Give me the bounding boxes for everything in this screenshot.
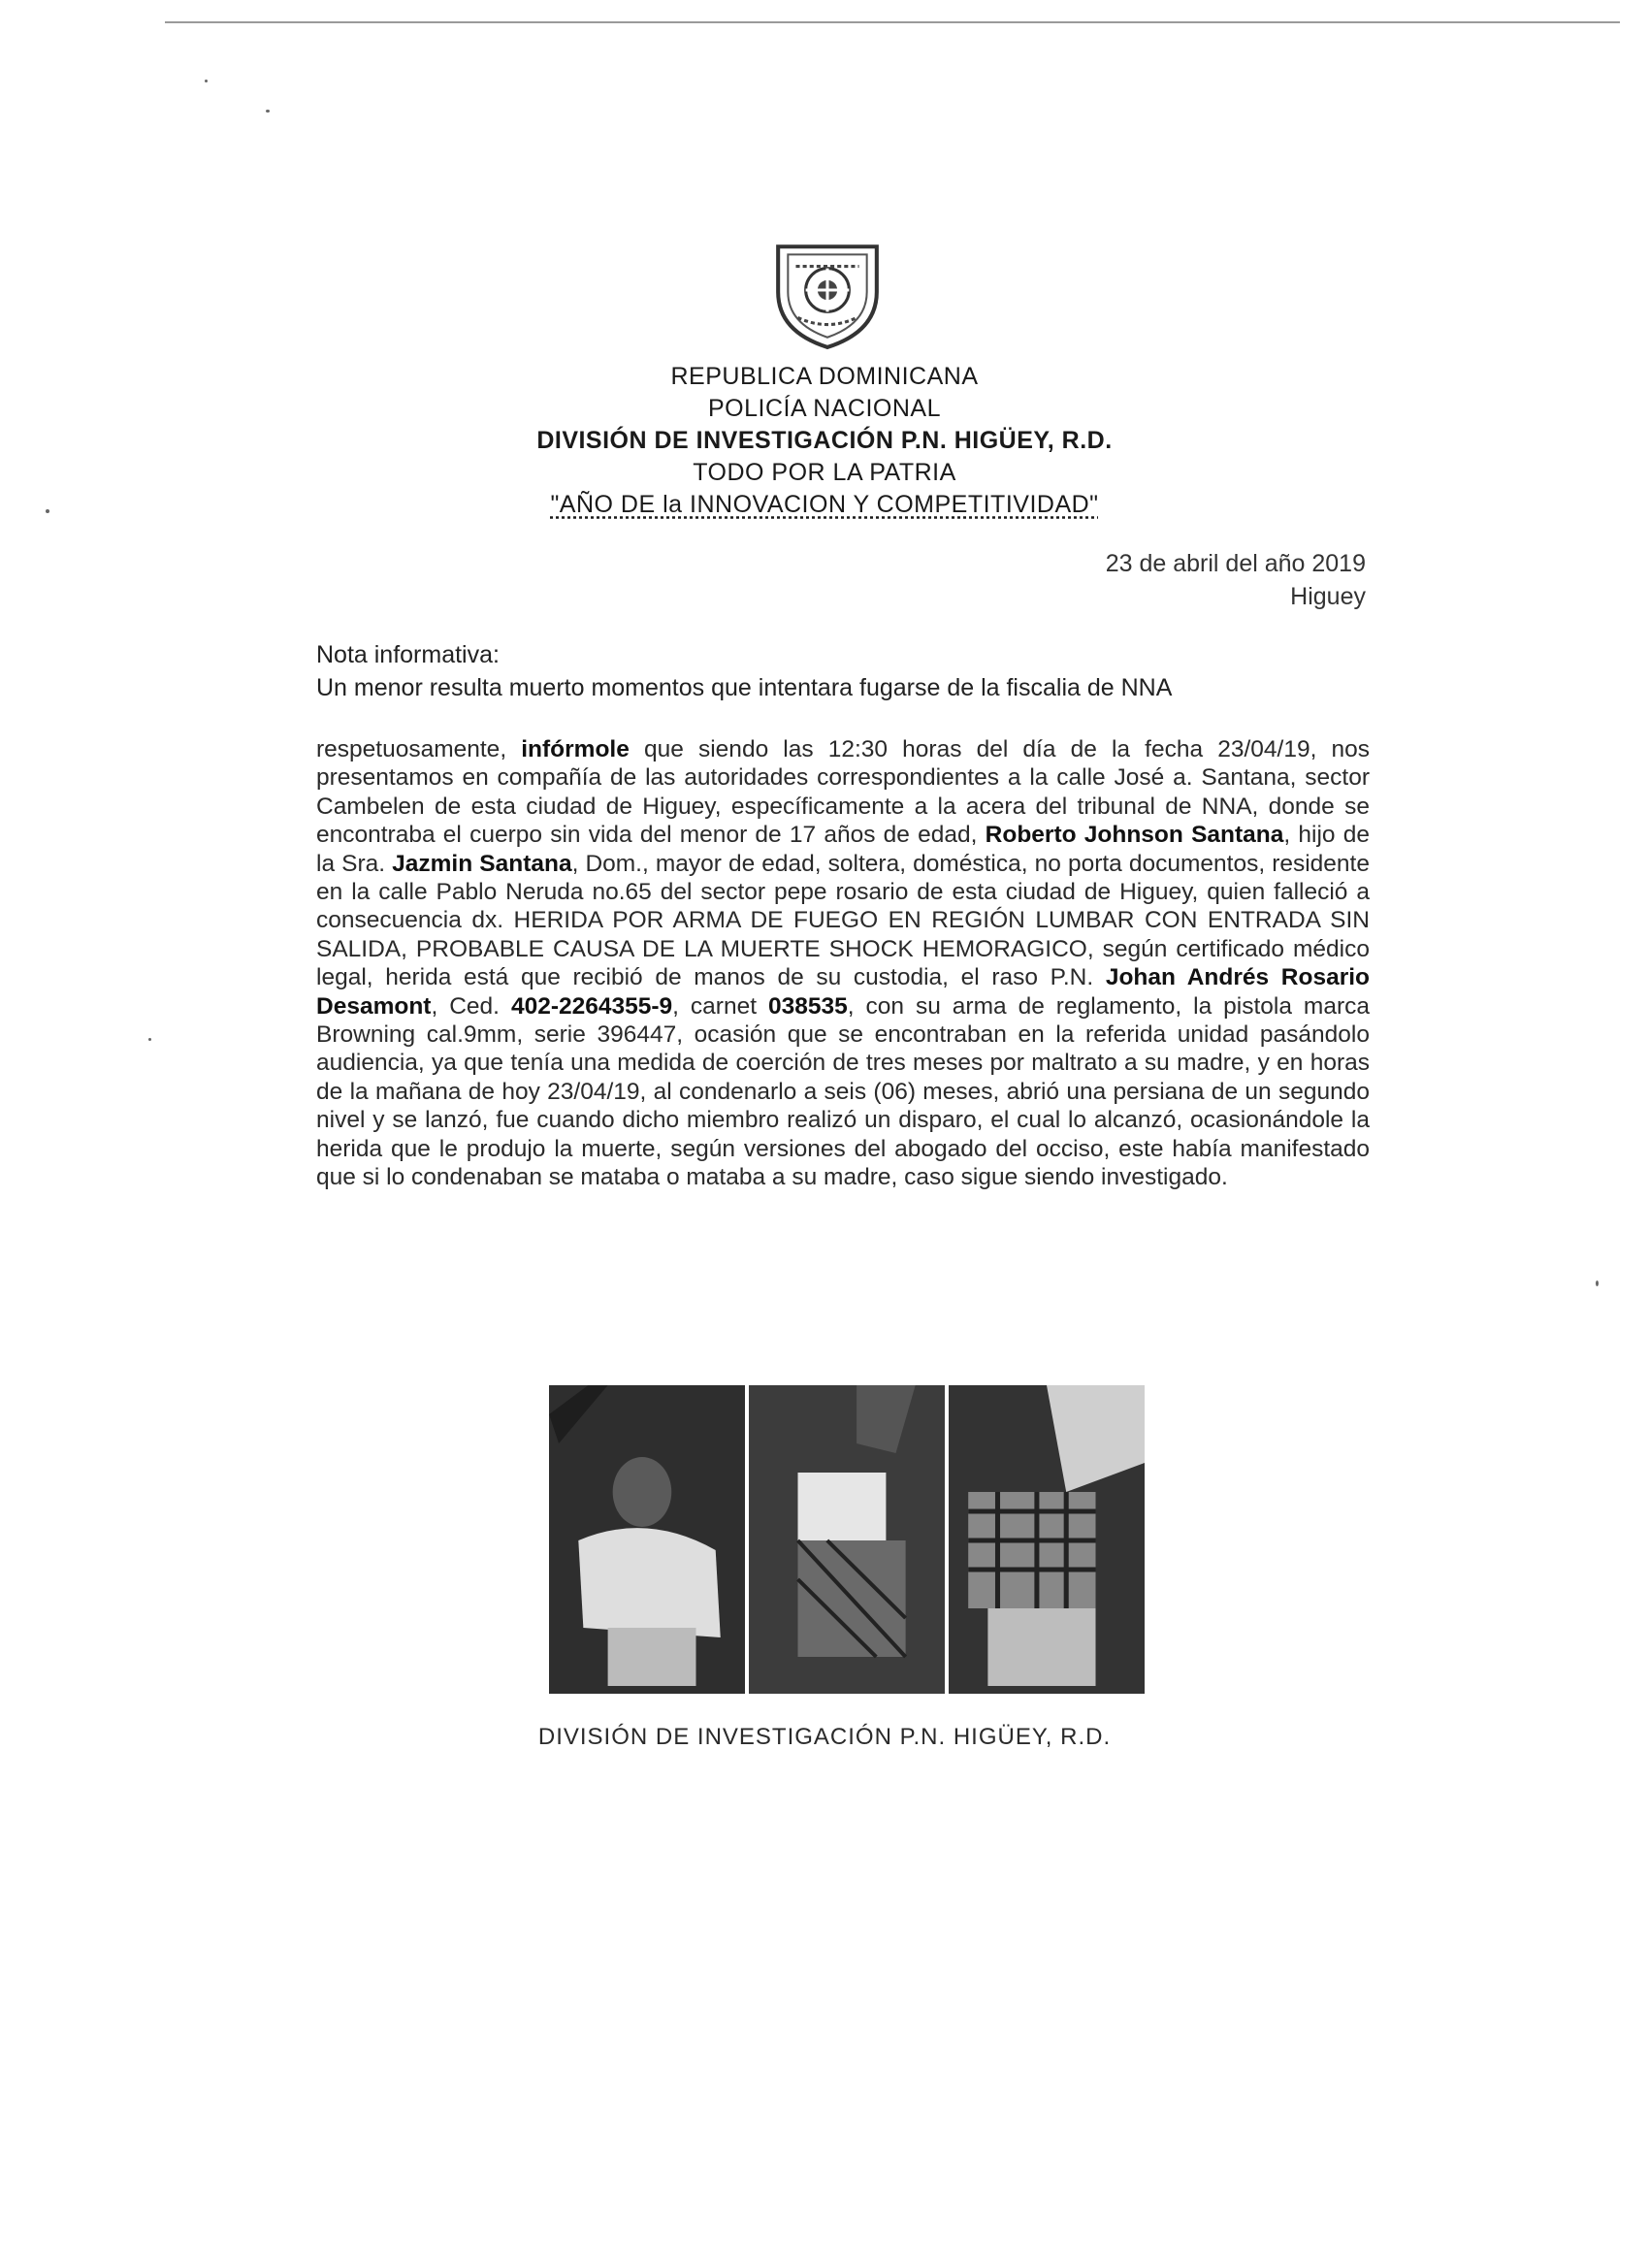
- place-line: Higuey: [1290, 583, 1366, 610]
- note-heading: [316, 638, 1172, 704]
- note-subject: Un menor resulta muerto momentos que intentara fugarse de la fiscalia de NNA: [316, 674, 1173, 701]
- body-text-bold: infórmole: [521, 736, 630, 762]
- evidence-photo: [949, 1385, 1145, 1694]
- division-name: DIVISIÓN DE INVESTIGACIÓN P.N. HIGÜEY, R.D.: [536, 427, 1113, 454]
- victim-name: Roberto Johnson Santana: [985, 822, 1284, 849]
- officer-cedula: 402-2264355-9: [510, 992, 673, 1020]
- note-label: Nota informativa:: [316, 641, 500, 668]
- evidence-photos: [549, 1385, 1145, 1694]
- scan-speck: [148, 1038, 151, 1041]
- evidence-photo: [749, 1385, 945, 1694]
- body-text: que siendo las 12:30 horas del día de la fecha 23/04/19, nos presentamos en compañía de las autoridades correspondientes a la calle José a. Santana, sector Cambelen de esta ciudad de Higuey, específicamente a la acera del tribunal de NNA, donde se encontraba el cuerpo sin vida del menor de 17 años de edad,: [316, 736, 1370, 849]
- photo-figure: [549, 1385, 745, 1694]
- evidence-photo: [549, 1385, 745, 1694]
- body-text: respetuosamente,: [316, 736, 522, 762]
- body-text: , hijo de la Sra.: [316, 822, 1371, 877]
- agency-name: POLICÍA NACIONAL: [707, 395, 942, 422]
- date-block: [1106, 547, 1366, 613]
- date-line: 23 de abril del año 2019: [1105, 550, 1366, 577]
- slogan: TODO POR LA PATRIA: [693, 459, 956, 486]
- country-name: REPUBLICA DOMINICANA: [670, 363, 979, 390]
- scan-speck: [46, 509, 49, 513]
- officer-name: Johan Andrés Rosario Desamont: [316, 964, 1370, 1020]
- photo-caption: DIVISIÓN DE INVESTIGACIÓN P.N. HIGÜEY, R.D.: [537, 1724, 1112, 1750]
- body-text: , Ced.: [431, 992, 511, 1020]
- body-text: , carnet: [672, 992, 768, 1020]
- year-motto: "AÑO DE la INNOVACION Y COMPETITIVIDAD": [550, 491, 1099, 518]
- report-body: [316, 735, 1370, 1192]
- officer-carnet: 038535: [767, 992, 848, 1020]
- police-seal-logo: [768, 233, 887, 351]
- body-text: , con su arma de reglamento, la pistola marca Browning cal.9mm, serie 396447, ocasión que se encontraban en la referida unidad pasándolo audiencia, ya que tenía una medida de coerción de tres meses por maltrato a su madre, y en horas de la mañana de hoy 23/04/19, al condenarlo a seis (06) meses, abrió una persiana de un segundo nivel y se lanzó, fue cuando dicho miembro realizó un disparo, el cual lo alcanzó, ocasionándole la herida que le produjo la muerte, según versiones del abogado del occiso, este había manifestado que si lo condenaban se mataba o mataba a su madre, caso sigue siendo investigado.: [316, 992, 1370, 1191]
- letterhead: [407, 361, 1242, 521]
- report-paragraph: [316, 735, 1370, 1192]
- photo-figure: [949, 1385, 1145, 1694]
- mother-name: Jazmin Santana: [392, 850, 572, 877]
- photo-figure: [749, 1385, 945, 1694]
- body-text: , Dom., mayor de edad, soltera, doméstica, no porta documentos, residente en la calle Pablo Neruda no.65 del sector pepe rosario de esta ciudad de Higuey, quien falleció a consecuencia dx. HERIDA POR ARMA DE FUEGO EN REGIÓN LUMBAR CON ENTRADA SIN SALIDA, PROBABLE CAUSA DE LA MUERTE SHOCK HEMORAGICO, según certificado médico legal, herida está que recibió de manos de su custodia, el raso P.N.: [316, 850, 1370, 991]
- scan-edge-line: [165, 21, 1620, 23]
- scan-speck: [1596, 1280, 1599, 1286]
- scan-speck: [266, 110, 270, 113]
- scan-speck: [205, 80, 208, 82]
